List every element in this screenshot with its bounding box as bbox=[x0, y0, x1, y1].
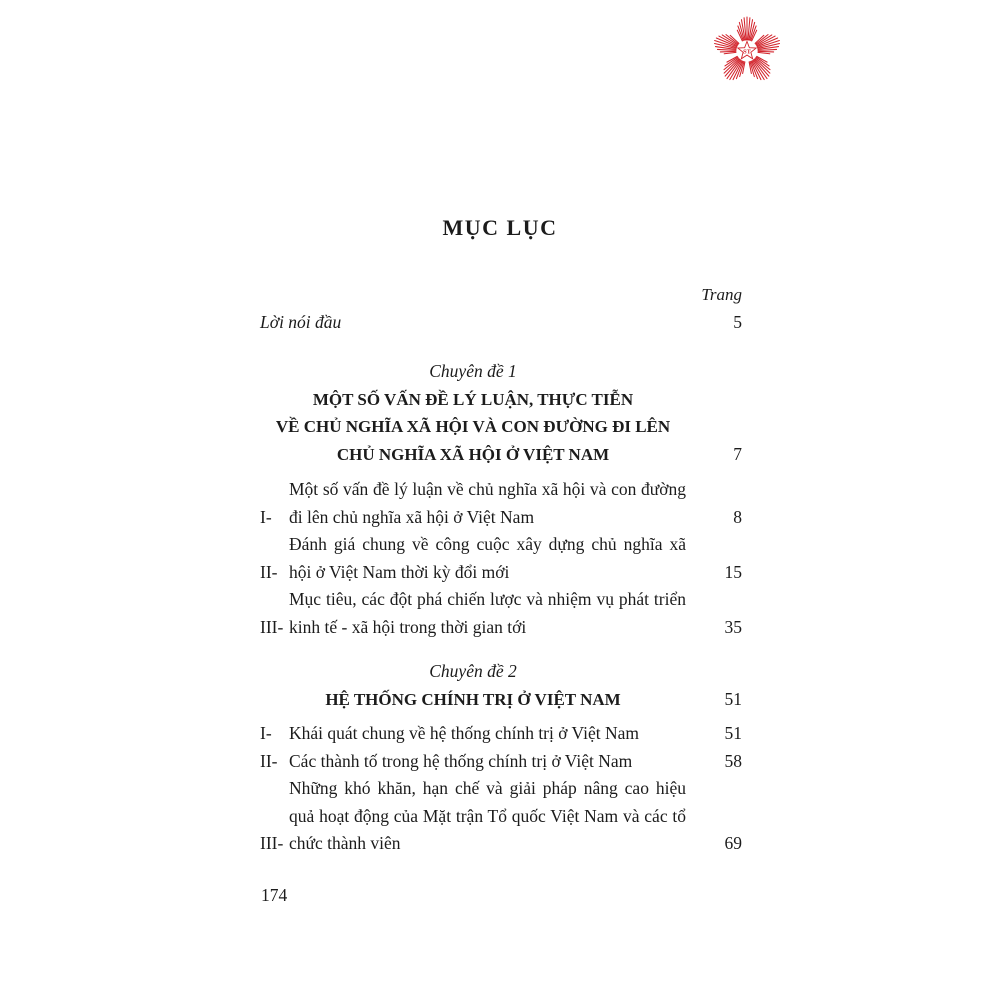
item-numeral: II- bbox=[260, 561, 278, 582]
toc-item bbox=[260, 586, 742, 641]
page-column-header: Trang bbox=[701, 285, 742, 304]
foreword-page-number: 5 bbox=[733, 311, 742, 332]
item-numeral: III- bbox=[260, 833, 284, 853]
folio-page-number: 174 bbox=[261, 885, 288, 905]
item-page-number: 58 bbox=[724, 750, 742, 771]
chapter-1-kicker: Chuyên đề 1 bbox=[429, 361, 517, 381]
item-text: Những khó khăn, hạn chế và giải pháp nâng cao hiệu quả hoạt động của Mặt trận Tổ quốc Việt Nam và các tổ chức thành viên bbox=[289, 778, 686, 853]
item-numeral: III- bbox=[260, 616, 284, 637]
toc bbox=[260, 281, 742, 858]
chapter-1-title-block bbox=[260, 358, 686, 468]
chapter-2-title-block bbox=[260, 658, 686, 713]
item-page-number: 35 bbox=[724, 616, 742, 637]
toc-entry-foreword bbox=[260, 309, 742, 337]
item-page-number: 51 bbox=[724, 723, 742, 743]
chapter-2-items bbox=[260, 720, 742, 858]
item-numeral: I- bbox=[260, 723, 272, 743]
item-page-number: 15 bbox=[724, 561, 742, 582]
publisher-star-logo bbox=[710, 14, 784, 88]
chapter-1-title-line: CHỦ NGHĨA XÃ HỘI Ở VIỆT NAM bbox=[336, 444, 610, 464]
logo-monogram: ST bbox=[743, 48, 751, 56]
foreword-label: Lời nói đầu bbox=[260, 311, 342, 332]
chapter-1-title-line: MỘT SỐ VẤN ĐỀ LÝ LUẬN, THỰC TIỄN bbox=[312, 389, 634, 409]
item-page-number: 69 bbox=[724, 833, 742, 853]
item-numeral: I- bbox=[260, 506, 272, 527]
chapter-1-page-number: 7 bbox=[733, 443, 742, 464]
chapter-1-title-line: VỀ CHỦ NGHĨA XÃ HỘI VÀ CON ĐƯỜNG ĐI LÊN bbox=[275, 417, 671, 436]
item-text: Khái quát chung về hệ thống chính trị ở Việt Nam bbox=[289, 723, 640, 743]
item-text: Các thành tố trong hệ thống chính trị ở Việt Nam bbox=[289, 750, 633, 771]
chapter-2-kicker: Chuyên đề 2 bbox=[429, 661, 517, 681]
chapter-1-heading bbox=[260, 358, 742, 468]
item-text: Mục tiêu, các đột phá chiến lược và nhiệm vụ phát triển kinh tế - xã hội trong thời gian tới bbox=[289, 589, 686, 637]
chapter-2-heading bbox=[260, 658, 742, 713]
item-text: Một số vấn đề lý luận về chủ nghĩa xã hội và con đường đi lên chủ nghĩa xã hội ở Việt Nam bbox=[289, 479, 686, 527]
item-numeral: II- bbox=[260, 750, 278, 771]
toc-item bbox=[260, 476, 742, 531]
item-text: Đánh giá chung về công cuộc xây dựng chủ nghĩa xã hội ở Việt Nam thời kỳ đổi mới bbox=[289, 534, 686, 582]
page-title: MỤC LỤC bbox=[442, 215, 558, 240]
toc-item bbox=[260, 748, 742, 776]
toc-item bbox=[260, 775, 742, 858]
chapter-2-title-line: HỆ THỐNG CHÍNH TRỊ Ở VIỆT NAM bbox=[325, 689, 621, 709]
chapter-1-items bbox=[260, 476, 742, 641]
chapter-2-page-number: 51 bbox=[724, 688, 742, 709]
toc-item bbox=[260, 531, 742, 586]
toc-item bbox=[260, 720, 742, 748]
item-page-number: 8 bbox=[733, 506, 742, 527]
